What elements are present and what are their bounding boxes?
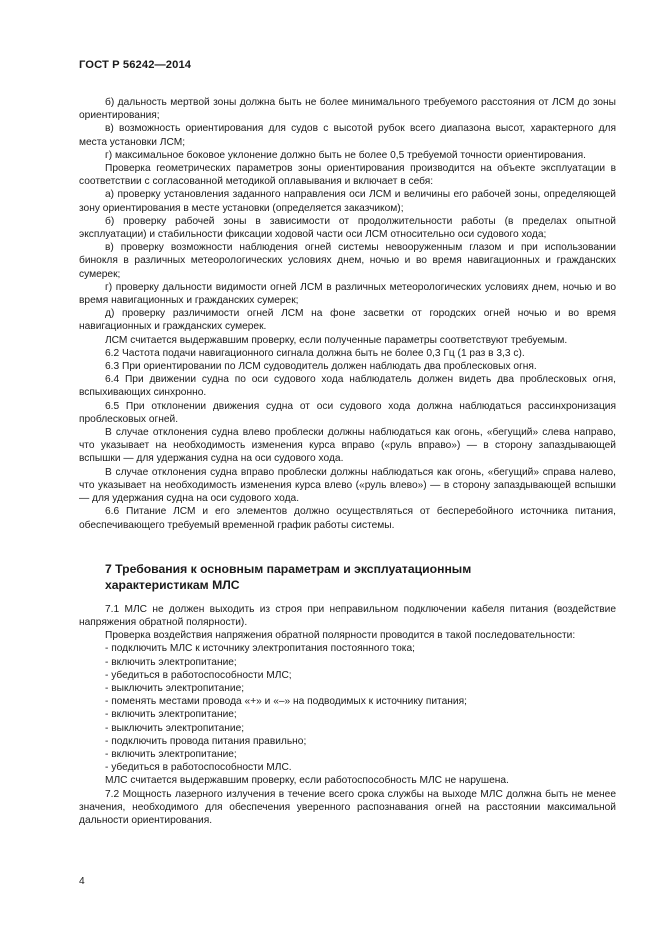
paragraph: д) проверку различимости огней ЛСМ на фоне засветки от городских огней ночью и во время навигационных и гражданских сумерек.	[79, 308, 616, 333]
paragraph: 6.4 При движении судна по оси судового хода наблюдатель должен видеть два проблесковых огня, вспыхивающих синхронно.	[79, 374, 616, 399]
list-item: - выключить электропитание;	[105, 722, 245, 734]
paragraph: б) проверку рабочей зоны в зависимости от продолжительности работы (в пределах опытной эксплуатации) и стабильности фиксации ходовой части оси ЛСМ относительно оси судового хода;	[79, 215, 616, 241]
paragraph: г) проверку дальности видимости огней ЛСМ в различных метеорологических условиях днем, ночью и во время навигационных и гражданских сумерек;	[79, 281, 616, 307]
paragraph: а) проверку установления заданного направления оси ЛСМ и величины его рабочей зоны, определяющей зону ориентирования в месте установки (определяется заказчиком);	[79, 189, 616, 214]
paragraph: в) проверку возможности наблюдения огней системы невооруженным глазом и при использовании бинокля в различных метеорологических условиях днем, ночью и во время навигационных и гражданских сумерек;	[79, 242, 616, 280]
section-heading-line1: 7 Требования к основным параметрам и эксплуатационным	[105, 561, 472, 576]
list-item: - убедиться в работоспособности МЛС;	[105, 669, 292, 681]
list-item: - включить электропитание;	[105, 748, 237, 760]
section-heading	[79, 561, 616, 593]
list-item: - подключить МЛС к источнику электропитания постоянного тока;	[105, 643, 415, 655]
document-code: ГОСТ Р 56242—2014	[79, 59, 192, 71]
list-item: - поменять местами провода «+» и «–» на подводимых к источнику питания;	[105, 696, 467, 708]
paragraph: в) возможность ориентирования для судов с высотой рубок всего диапазона высот, характерного для места установки ЛСМ;	[79, 123, 616, 148]
paragraph: МЛС считается выдержавшим проверку, если работоспособность МЛС не нарушена.	[105, 775, 509, 787]
list-item: - выключить электропитание;	[105, 682, 245, 694]
paragraph: г) максимальное боковое уклонение должно быть не более 0,5 требуемой точности ориентирования.	[105, 149, 586, 161]
paragraph: 6.2 Частота подачи навигационного сигнала должна быть не более 0,3 Гц (1 раз в 3,3 с).	[105, 347, 525, 359]
paragraph: В случае отклонения судна влево проблески должны наблюдаться как огонь, «бегущий» слева направо, что указывает на необходимость изменения курса вправо («руль вправо») — в сторону запаздывающей вспышки — для удержания судна на оси судового хода.	[79, 427, 616, 465]
paragraph: ЛСМ считается выдержавшим проверку, если полученные параметры соответствуют требуемым.	[105, 334, 568, 346]
page-number: 4	[79, 876, 85, 887]
paragraph: В случае отклонения судна вправо проблески должны наблюдаться как огонь, «бегущий» справа налево, что указывает на необходимость изменения курса влево («руль влево») — в сторону запаздывающей вспышки — для удержания судна на оси судового хода.	[79, 466, 616, 505]
paragraph: 7.1 МЛС не должен выходить из строя при неправильном подключении кабеля питания (воздействие напряжения обратной полярности).	[79, 603, 616, 628]
paragraph: Проверка воздействия напряжения обратной полярности проводится в такой последовательности:	[105, 630, 576, 642]
list-item: - включить электропитание;	[105, 656, 237, 668]
paragraph: Проверка геометрических параметров зоны ориентирования производится на объекте эксплуатации в соответствии с согласованной методикой оплавывания и включает в себя:	[79, 163, 616, 188]
paragraph: 6.5 При отклонении движения судна от оси судового хода должна наблюдаться рассинхронизация проблесковых огней.	[79, 400, 616, 425]
document-body	[79, 96, 616, 827]
paragraph: 6.3 При ориентировании по ЛСМ судоводитель должен наблюдать два проблесковых огня.	[105, 361, 537, 373]
paragraph: б) дальность мертвой зоны должна быть не более минимального требуемого расстояния от ЛСМ до зоны ориентирования;	[79, 97, 616, 122]
list-item: - подключить провода питания правильно;	[105, 735, 307, 747]
paragraph: 7.2 Мощность лазерного излучения в течение всего срока службы на выходе МЛС должна быть не менее значения, необходимого для обеспечения уверенного распознавания огней на расстоянии максимальной дальности ориентирования.	[79, 788, 616, 826]
paragraph: 6.6 Питание ЛСМ и его элементов должно осуществляться от бесперебойного источника питания, обеспечивающего требуемый временной график работы системы.	[79, 506, 616, 531]
list-item: - включить электропитание;	[105, 709, 237, 721]
list-item: - убедиться в работоспособности МЛС.	[105, 762, 292, 774]
section-heading-line2: характеристикам МЛС	[105, 577, 240, 592]
